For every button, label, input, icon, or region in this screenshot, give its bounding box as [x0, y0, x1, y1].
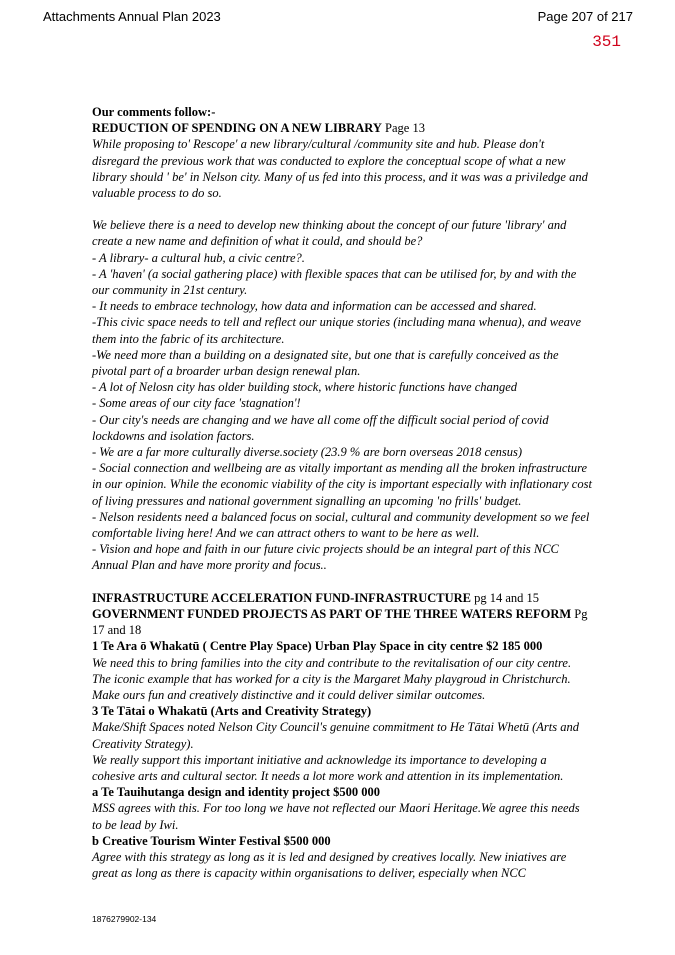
item-heading: 1 Te Ara ō Whakatū ( Centre Play Space) Urban Play Space in city centre $2 185 000: [92, 639, 543, 654]
list-item: -This civic space needs to tell and reflect our unique stories (including mana whenua), and weave them into the fabric of its architecture.: [92, 315, 582, 346]
header-title: Attachments Annual Plan 2023: [43, 9, 221, 24]
item-heading: a Te Tauihutanga design and identity project $500 000: [92, 785, 381, 800]
paragraph: While proposing to' Rescope' a new library/cultural /community site and hub. Please don't disregard the previous work that was conducted to explore the conceptual scope of what a new library should ' be' in Nelson city. Many of us fed into this process, and it was was a priviledge and valuable process to do so.: [92, 137, 588, 201]
section-title: GOVERNMENT FUNDED PROJECTS AS PART OF THE THREE WATERS REFORM: [92, 606, 572, 621]
header-page-indicator: Page 207 of 217: [537, 9, 633, 24]
paragraph: Make/Shift Spaces noted Nelson City Council's genuine commitment to He Tātai Whetū (Arts and Creativity Strategy).: [92, 720, 579, 751]
section-title: REDUCTION OF SPENDING ON A NEW LIBRARY: [92, 121, 382, 136]
list-item: - Our city's needs are changing and we have all come off the difficult social period of covid lockdowns and isolation factors.: [92, 412, 549, 443]
list-item: - Some areas of our city face 'stagnation'!: [92, 396, 301, 411]
list-item: - A library- a cultural hub, a civic centre?.: [92, 250, 305, 265]
list-item: - We are a far more culturally diverse.society (23.9 % are born overseas 2018 census): [92, 445, 523, 460]
list-item: -We need more than a building on a designated site, but one that is carefully conceived as the pivotal part of a broarder urban design renewal plan.: [92, 347, 559, 379]
paragraph: MSS agrees with this. For too long we have not reflected our Maori Heritage.We agree this needs to be lead by Iwi.: [92, 801, 580, 832]
document-body: [92, 104, 592, 881]
intro-heading: Our comments follow:-: [92, 105, 216, 119]
section-page-ref: Pg 17 and 18: [92, 606, 588, 638]
paragraph: We need this to bring families into the city and contribute to the revitalisation of our city centre. The iconic example that has worked for a city is the Margaret Mahy playgroud in Christchurch. Make ours fun and creatively distinctive and it could deliver similar outcomes.: [92, 655, 572, 702]
list-item: - It needs to embrace technology, how data and information can be accessed and shared.: [92, 299, 537, 314]
page-number: 351: [592, 33, 621, 51]
section-title: INFRASTRUCTURE ACCELERATION FUND-INFRASTRUCTURE: [92, 590, 471, 605]
document-id: 1876279902-134: [92, 914, 157, 924]
list-item: - A 'haven' (a social gathering place) with flexible spaces that can be utilised for, by and with the our community in 21st century.: [92, 266, 577, 298]
section-heading-library: [92, 120, 592, 136]
section-heading-infrastructure: [92, 590, 592, 639]
paragraph: Agree with this strategy as long as it is led and designed by creatives locally. New iniatives are great as long as there is capacity within organisations to deliver, especially when NCC: [92, 849, 567, 881]
paragraph: We really support this important initiative and acknowledge its importance to developing a cohesive arts and cultural sector. It needs a lot more work and attention in its implementation.: [92, 752, 564, 783]
item-heading: b Creative Tourism Winter Festival $500 000: [92, 833, 331, 848]
paragraph: We believe there is a need to develop new thinking about the concept of our future 'library' and create a new name and definition of what it could, and should be?: [92, 218, 567, 249]
list-item: - Nelson residents need a balanced focus on social, cultural and community development so we feel comfortable living here! And we can attract others to want to be here as well.: [92, 509, 590, 541]
section-page-ref: pg 14 and 15: [470, 590, 540, 605]
list-item: - Vision and hope and faith in our future civic projects should be an integral part of this NCC Annual Plan and have more prority and focus..: [92, 542, 559, 573]
item-heading: 3 Te Tātai o Whakatū (Arts and Creativity Strategy): [92, 704, 372, 719]
list-item: - Social connection and wellbeing are as vitally important as mending all the broken infrastructure in our opinion. While the economic viability of the city is important especially with inflationary cost of living pressures and national government signalling an upcoming 'no frills' budget.: [92, 461, 592, 508]
list-item: - A lot of Nelosn city has older building stock, where historic functions have changed: [92, 380, 518, 395]
section-page-ref: Page 13: [381, 121, 425, 136]
